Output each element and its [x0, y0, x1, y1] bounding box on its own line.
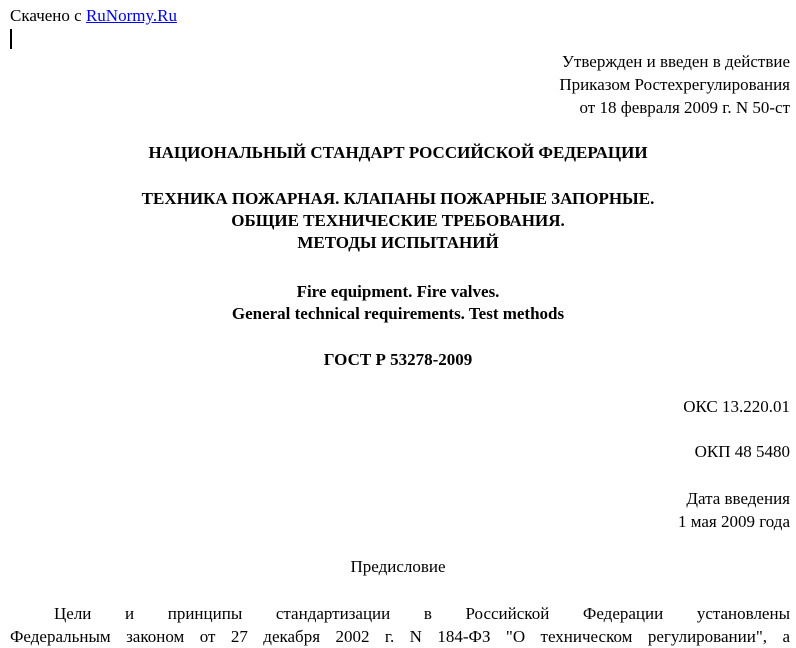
main-title-line-2: ОБЩИЕ ТЕХНИЧЕСКИЕ ТРЕБОВАНИЯ.: [231, 211, 565, 230]
national-standard-title-text: НАЦИОНАЛЬНЫЙ СТАНДАРТ РОССИЙСКОЙ ФЕДЕРАЦИИ: [148, 143, 648, 162]
gost-number: [0, 349, 796, 371]
approval-line-3: от 18 февраля 2009 г. N 50-ст: [579, 98, 790, 117]
preface-heading: Предисловие: [350, 557, 446, 576]
okp-code: ОКП 48 5480: [694, 442, 790, 461]
english-title: [0, 281, 796, 325]
text-cursor: [10, 29, 12, 49]
runormy-link[interactable]: RuNormy.Ru: [85, 6, 177, 25]
national-standard-title: [0, 142, 796, 164]
english-title-line-2: General technical requirements. Test methods: [231, 304, 565, 323]
introduction-date-label: Дата введения: [686, 489, 790, 508]
document-main-title: [0, 188, 796, 254]
introduction-date-block: [678, 487, 790, 533]
main-title-line-3: МЕТОДЫ ИСПЫТАНИЙ: [297, 233, 499, 252]
download-prefix: Скачено с: [10, 6, 82, 25]
approval-block: [559, 50, 790, 119]
main-title-line-1: ТЕХНИКА ПОЖАРНАЯ. КЛАПАНЫ ПОЖАРНЫЕ ЗАПОРНЫЕ.: [141, 189, 655, 208]
approval-line-1: Утвержден и введен в действие: [561, 52, 790, 71]
preface-paragraph: [10, 602, 790, 648]
download-source-line: [10, 5, 177, 27]
oks-code: ОКС 13.220.01: [683, 397, 790, 416]
paragraph-line-2: Федеральным законом от 27 декабря 2002 г. N 184-ФЗ "О техническом регулировании", а: [10, 627, 790, 646]
gost-number-text: ГОСТ Р 53278-2009: [323, 350, 473, 369]
introduction-date-value: 1 мая 2009 года: [677, 512, 790, 531]
paragraph-line-1: Цели и принципы стандартизации в Российской Федерации установлены: [54, 604, 790, 623]
english-title-line-1: Fire equipment. Fire valves.: [296, 282, 500, 301]
approval-line-2: Приказом Ростехрегулирования: [559, 75, 790, 94]
